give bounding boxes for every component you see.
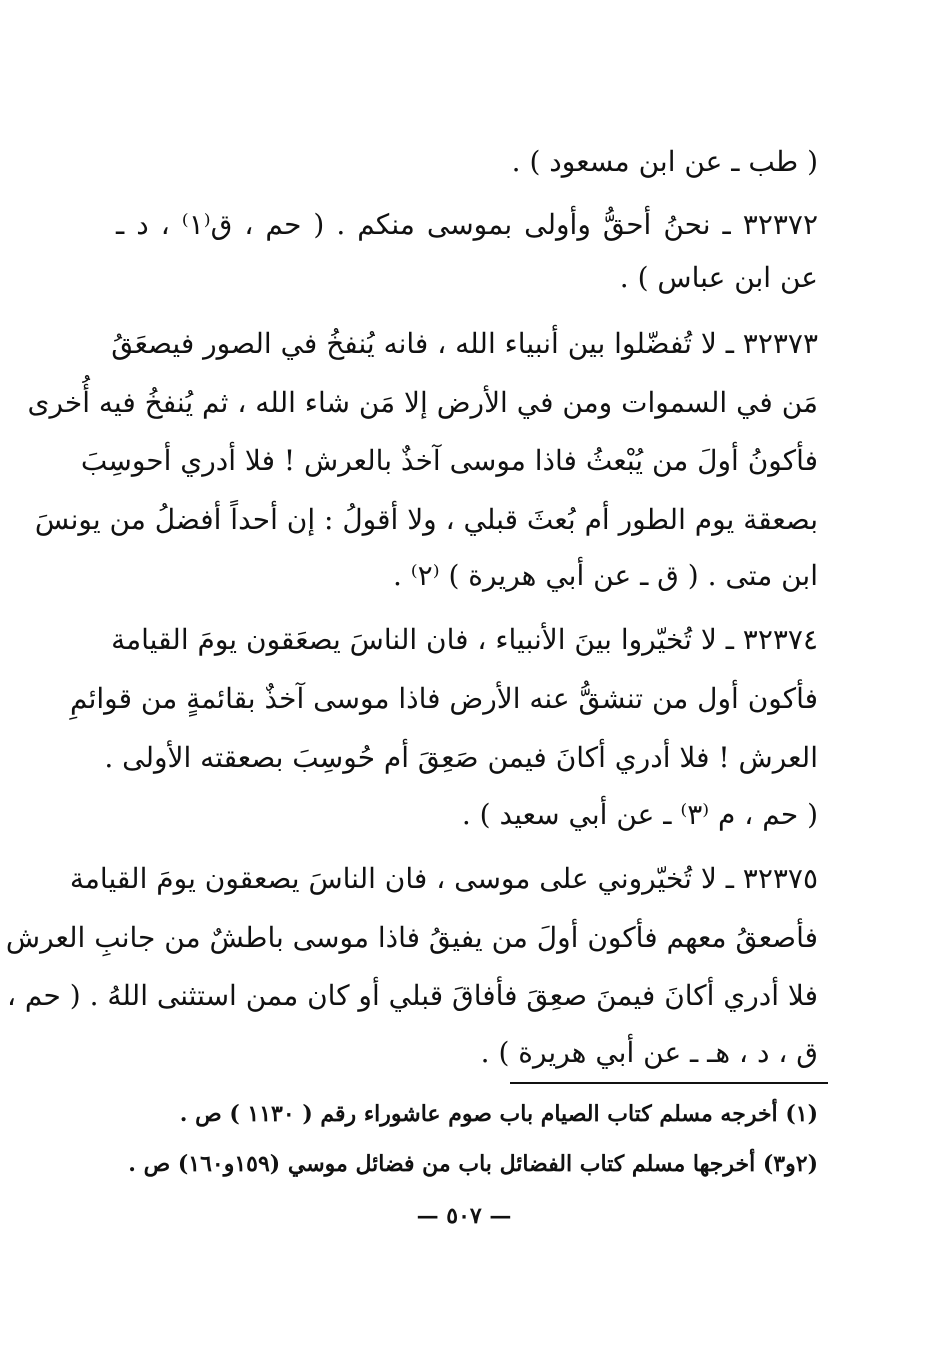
text-line: ( حم ، م ⁽٣⁾ ـ عن أبي سعيد ) . xyxy=(461,798,818,831)
hadith-32374-line: ٣٢٣٧٤ ـ لا تُخيّروا بينَ الأنبياء ، فان الناسَ يصعَقون يومَ القيامة xyxy=(111,623,818,656)
text-line: بصعقة يوم الطور أم بُعثَ قبلي ، ولا أقولُ : إن أحداً أفضلُ من يونسَ xyxy=(34,503,818,536)
text-line: فأصعقُ معهم فأكون أولَ من يفيقُ فاذا موسى باطشٌ من جانبِ العرش xyxy=(5,921,818,954)
hadith-32372-line: ٣٢٣٧٢ ـ نحنُ أحقُّ وأولى بموسى منكم . ( حم ، ق⁽١⁾ ، د ـ xyxy=(116,208,818,241)
text-line: فأكونُ أولَ من يُبْعثُ فاذا موسى آخذٌ بالعرش ! فلا أدري أحوسِبَ xyxy=(80,444,818,477)
text-line: ابن متى . ( ق ـ عن أبي هريرة ) ⁽٢⁾ . xyxy=(392,559,818,592)
footnote-1: (١) أخرجه مسلم كتاب الصيام باب صوم عاشوراء رقم ( ١١٣٠ ) ص . xyxy=(179,1101,818,1127)
hadith-32373-line: ٣٢٣٧٣ ـ لا تُفضّلوا بين أنبياء الله ، فانه يُنفخُ في الصور فيصعَقُ xyxy=(111,327,818,360)
footnote-divider xyxy=(510,1082,828,1084)
footnote-2-3: (٢و٣) أخرجها مسلم كتاب الفضائل باب من فضائل موسي (١٥٩و١٦٠) ص . xyxy=(128,1151,818,1177)
text-line: فأكون أول من تنشقُّ عنه الأرض فاذا موسى آخذٌ بقائمةٍ من قوائمِ xyxy=(69,682,818,715)
text-line: ق ، د ، هـ ـ عن أبي هريرة ) . xyxy=(480,1036,818,1069)
text-line: ( طب ـ عن ابن مسعود ) . xyxy=(511,145,818,178)
text-line: مَن في السموات ومن في الأرض إلا مَن شاء الله ، ثم يُنفخُ فيه أُخرى xyxy=(27,386,818,419)
page-number: — ٥٠٧ — xyxy=(416,1203,512,1229)
hadith-32375-line: ٣٢٣٧٥ ـ لا تُخيّروني على موسى ، فان الناسَ يصعقون يومَ القيامة xyxy=(69,862,818,895)
text-line: فلا أدري أكانَ فيمنَ صعِقَ فأفاقَ قبلي أو كان ممن استثنى اللهُ . ( حم ، xyxy=(6,979,818,1012)
text-line: عن ابن عباس ) . xyxy=(619,261,818,294)
text-line: العرش ! فلا أدري أكانَ فيمن صَعِقَ أم حُوسِبَ بصعقته الأولى . xyxy=(104,741,818,774)
